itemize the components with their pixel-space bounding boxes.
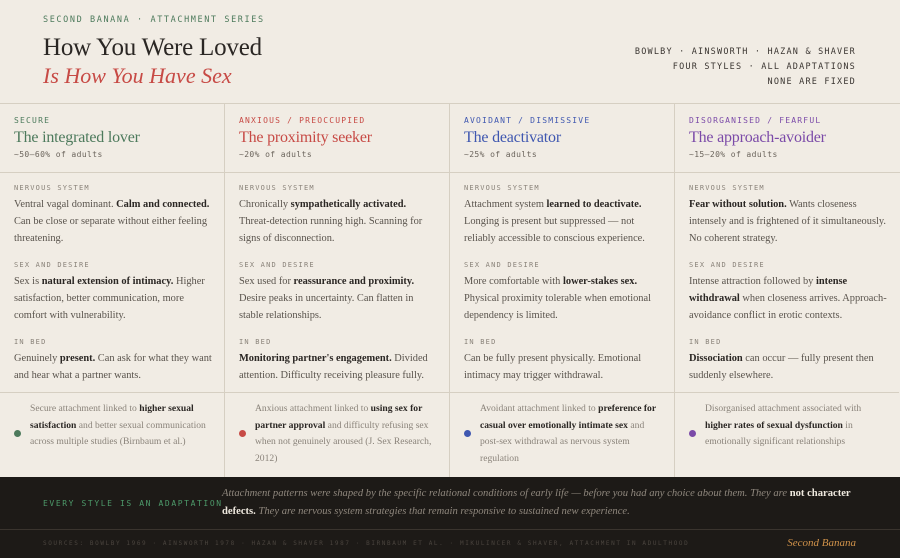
adaptation-banner — [0, 477, 900, 558]
bullet-dot-icon — [239, 430, 246, 437]
page-subtitle: Is How You Have Sex — [43, 63, 232, 88]
footnote-text: Disorganised attachment associated with higher rates of sexual dysfunction in emotionally significant relationships — [705, 403, 862, 447]
style-tag: AVOIDANT / DISMISSIVE — [464, 116, 591, 125]
bed-text: Can be fully present physically. Emotional intimacy may trigger withdrawal. — [464, 353, 642, 381]
series-eyebrow: SECOND BANANA · ATTACHMENT SERIES — [43, 15, 265, 25]
section-label-nervous: NERVOUS SYSTEM — [14, 184, 90, 192]
bullet-dot-icon — [689, 430, 696, 437]
column-footnote — [450, 392, 674, 477]
column-footnote — [0, 392, 224, 477]
column-header — [675, 104, 900, 173]
section-label-sex: SEX AND DESIRE — [464, 261, 540, 269]
nervous-text: Attachment system learned to deactivate. Longing is present but suppressed — not reliably accessible to conscious experience. — [464, 199, 645, 244]
column-avoidant — [450, 104, 675, 477]
bed-text: Monitoring partner's engagement. Divided attention. Difficulty receiving pleasure fully. — [239, 353, 428, 381]
column-body — [225, 173, 449, 392]
banner-label: EVERY STYLE IS AN ADAPTATION — [43, 499, 223, 508]
column-body — [450, 173, 674, 392]
section-label-bed: IN BED — [239, 338, 272, 346]
column-disorganised — [675, 104, 900, 477]
sex-text: Intense attraction followed by intense withdrawal when closeness arrives. Approach-avoidance conflict in erotic contexts. — [689, 276, 887, 321]
column-header — [225, 104, 449, 173]
style-prevalence: ~25% of adults — [464, 150, 538, 159]
style-tag: DISORGANISED / FEARFUL — [689, 116, 822, 125]
bed-text: Genuinely present. Can ask for what they want and hear what a partner wants. — [14, 353, 212, 381]
section-label-nervous: NERVOUS SYSTEM — [464, 184, 540, 192]
column-footnote — [675, 392, 899, 477]
footnote-text: Avoidant attachment linked to preference for casual over emotionally intimate sex and post-sex withdrawal as nervous system regulation — [480, 403, 656, 464]
nervous-text: Chronically sympathetically activated. Threat-detection running high. Scanning for signs of disconnection. — [239, 199, 423, 244]
bullet-dot-icon — [14, 430, 21, 437]
header-meta — [635, 45, 856, 90]
sources-line: SOURCES: BOWLBY 1969 · AINSWORTH 1978 · HAZAN & SHAVER 1987 · BIRNBAUM ET AL. · MIKULINCER & SHAVER, ATTACHMENT IN ADULTHOOD — [43, 540, 690, 547]
meta-line: FOUR STYLES · ALL ADAPTATIONS — [672, 62, 856, 72]
style-title: The deactivator — [464, 129, 561, 146]
style-title: The integrated lover — [14, 129, 140, 146]
sex-text: Sex is natural extension of intimacy. Higher satisfaction, better communication, more comfort with vulnerability. — [14, 276, 205, 321]
bed-text: Dissociation can occur — fully present then suddenly elsewhere. — [689, 353, 874, 381]
section-label-bed: IN BED — [689, 338, 722, 346]
nervous-text: Fear without solution. Wants closeness intensely and is frightened of it simultaneously. No coherent strategy. — [689, 199, 887, 244]
column-body — [675, 173, 899, 392]
section-label-sex: SEX AND DESIRE — [239, 261, 315, 269]
sex-text: Sex used for reassurance and proximity. Desire peaks in uncertainty. Can flatten in stable relationships. — [239, 276, 415, 321]
nervous-text: Ventral vagal dominant. Calm and connected. Can be close or separate without either feeling threatening. — [14, 199, 210, 244]
section-label-nervous: NERVOUS SYSTEM — [689, 184, 765, 192]
style-prevalence: ~50–60% of adults — [14, 150, 103, 159]
banner-text: Attachment patterns were shaped by the specific relational conditions of early life — before you had any choice about them. They are not character defects. They are nervous system strategies that remain responsive to sustained new experience. — [222, 488, 851, 517]
column-body — [0, 173, 224, 392]
sex-text: More comfortable with lower-stakes sex. Physical proximity tolerable when emotional dependency is limited. — [464, 276, 651, 321]
bullet-dot-icon — [464, 430, 471, 437]
section-label-nervous: NERVOUS SYSTEM — [239, 184, 315, 192]
style-title: The proximity seeker — [239, 129, 372, 146]
footnote-text: Secure attachment linked to higher sexual satisfaction and better sexual communication across multiple studies (Birnbaum et al.) — [30, 403, 206, 447]
style-prevalence: ~20% of adults — [239, 150, 313, 159]
column-header — [0, 104, 224, 173]
column-secure — [0, 104, 225, 477]
meta-line: BOWLBY · AINSWORTH · HAZAN & SHAVER — [634, 47, 856, 57]
style-tag: ANXIOUS / PREOCCUPIED — [239, 116, 366, 125]
banner-divider — [0, 529, 900, 530]
style-tag: SECURE — [14, 116, 51, 125]
column-anxious — [225, 104, 450, 477]
meta-line: NONE ARE FIXED — [767, 77, 856, 87]
section-label-sex: SEX AND DESIRE — [14, 261, 90, 269]
style-title: The approach-avoider — [689, 129, 826, 146]
attachment-columns — [0, 104, 900, 477]
page-title: How You Were Loved — [43, 34, 262, 61]
section-label-sex: SEX AND DESIRE — [689, 261, 765, 269]
section-label-bed: IN BED — [14, 338, 47, 346]
footnote-text: Anxious attachment linked to using sex for partner approval and difficulty refusing sex when not genuinely aroused (J. Sex Research, 2012) — [255, 403, 432, 464]
section-label-bed: IN BED — [464, 338, 497, 346]
column-footnote — [225, 392, 449, 477]
column-header — [450, 104, 674, 173]
brand-wordmark: Second Banana — [787, 537, 856, 549]
header — [0, 0, 900, 104]
style-prevalence: ~15–20% of adults — [689, 150, 778, 159]
